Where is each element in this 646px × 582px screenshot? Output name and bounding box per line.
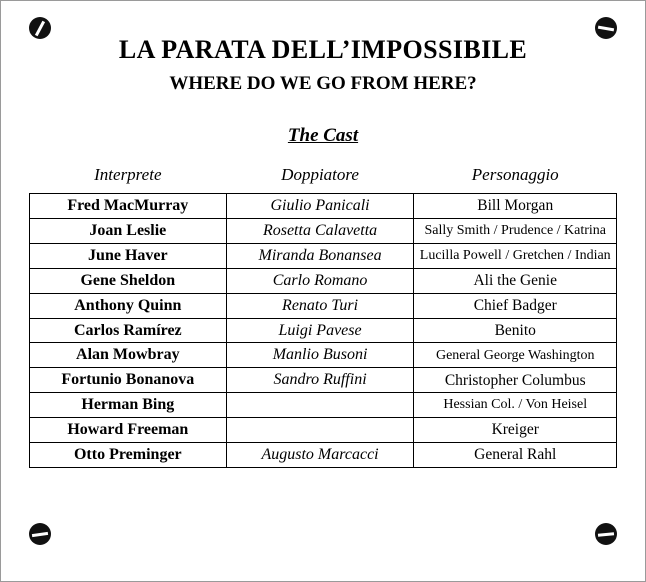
cell-personaggio: Hessian Col. / Von Heisel: [414, 393, 617, 418]
cell-doppiatore: Carlo Romano: [226, 268, 414, 293]
table-row: [30, 194, 617, 219]
cell-personaggio: Benito: [414, 318, 617, 343]
cell-doppiatore: Renato Turi: [226, 293, 414, 318]
cell-interprete: Joan Leslie: [30, 218, 227, 243]
table-row: [30, 343, 617, 368]
cell-interprete: Carlos Ramírez: [30, 318, 227, 343]
cell-doppiatore: [226, 418, 414, 443]
table-header-row: [30, 161, 617, 194]
cell-interprete: Alan Mowbray: [30, 343, 227, 368]
cell-personaggio: Kreiger: [414, 418, 617, 443]
screw-bottom-left-icon: [29, 523, 51, 545]
cell-doppiatore: Augusto Marcacci: [226, 443, 414, 468]
cell-personaggio: Chief Badger: [414, 293, 617, 318]
table-row: [30, 243, 617, 268]
cell-doppiatore: Giulio Panicali: [226, 194, 414, 219]
table-row: [30, 218, 617, 243]
table-row: [30, 443, 617, 468]
screw-top-right-icon: [595, 17, 617, 39]
cell-doppiatore: Luigi Pavese: [226, 318, 414, 343]
table-row: [30, 318, 617, 343]
cell-personaggio: Bill Morgan: [414, 194, 617, 219]
cell-interprete: Fortunio Bonanova: [30, 368, 227, 393]
table-row: [30, 268, 617, 293]
cell-personaggio: Lucilla Powell / Gretchen / Indian: [414, 243, 617, 268]
cast-table: [29, 161, 617, 468]
screw-bottom-right-icon: [595, 523, 617, 545]
cast-table-body: [30, 194, 617, 468]
column-header-interprete: Interprete: [94, 165, 162, 184]
screw-top-left-icon: [29, 17, 51, 39]
cell-doppiatore: Manlio Busoni: [226, 343, 414, 368]
cell-personaggio: General George Washington: [414, 343, 617, 368]
cell-interprete: Gene Sheldon: [30, 268, 227, 293]
cell-personaggio: Christopher Columbus: [414, 368, 617, 393]
cell-doppiatore: Sandro Ruffini: [226, 368, 414, 393]
column-header-doppiatore: Doppiatore: [281, 165, 359, 184]
cell-interprete: Otto Preminger: [30, 443, 227, 468]
cell-personaggio: Sally Smith / Prudence / Katrina: [414, 218, 617, 243]
cell-interprete: Anthony Quinn: [30, 293, 227, 318]
cell-personaggio: General Rahl: [414, 443, 617, 468]
cell-interprete: Fred MacMurray: [30, 194, 227, 219]
cast-table-header: [30, 161, 617, 194]
cell-doppiatore: Miranda Bonansea: [226, 243, 414, 268]
cell-interprete: Howard Freeman: [30, 418, 227, 443]
cell-personaggio: Ali the Genie: [414, 268, 617, 293]
table-row: [30, 418, 617, 443]
cell-interprete: Herman Bing: [30, 393, 227, 418]
table-row: [30, 293, 617, 318]
column-header-personaggio: Personaggio: [471, 165, 559, 184]
page-title: LA PARATA DELL’IMPOSSIBILE: [118, 35, 528, 64]
cell-doppiatore: Rosetta Calavetta: [226, 218, 414, 243]
section-title: The Cast: [287, 125, 359, 146]
table-row: [30, 368, 617, 393]
page-subtitle: WHERE DO WE GO FROM HERE?: [169, 73, 477, 94]
cast-table-container: [29, 161, 617, 468]
cell-doppiatore: [226, 393, 414, 418]
cell-interprete: June Haver: [30, 243, 227, 268]
table-row: [30, 393, 617, 418]
